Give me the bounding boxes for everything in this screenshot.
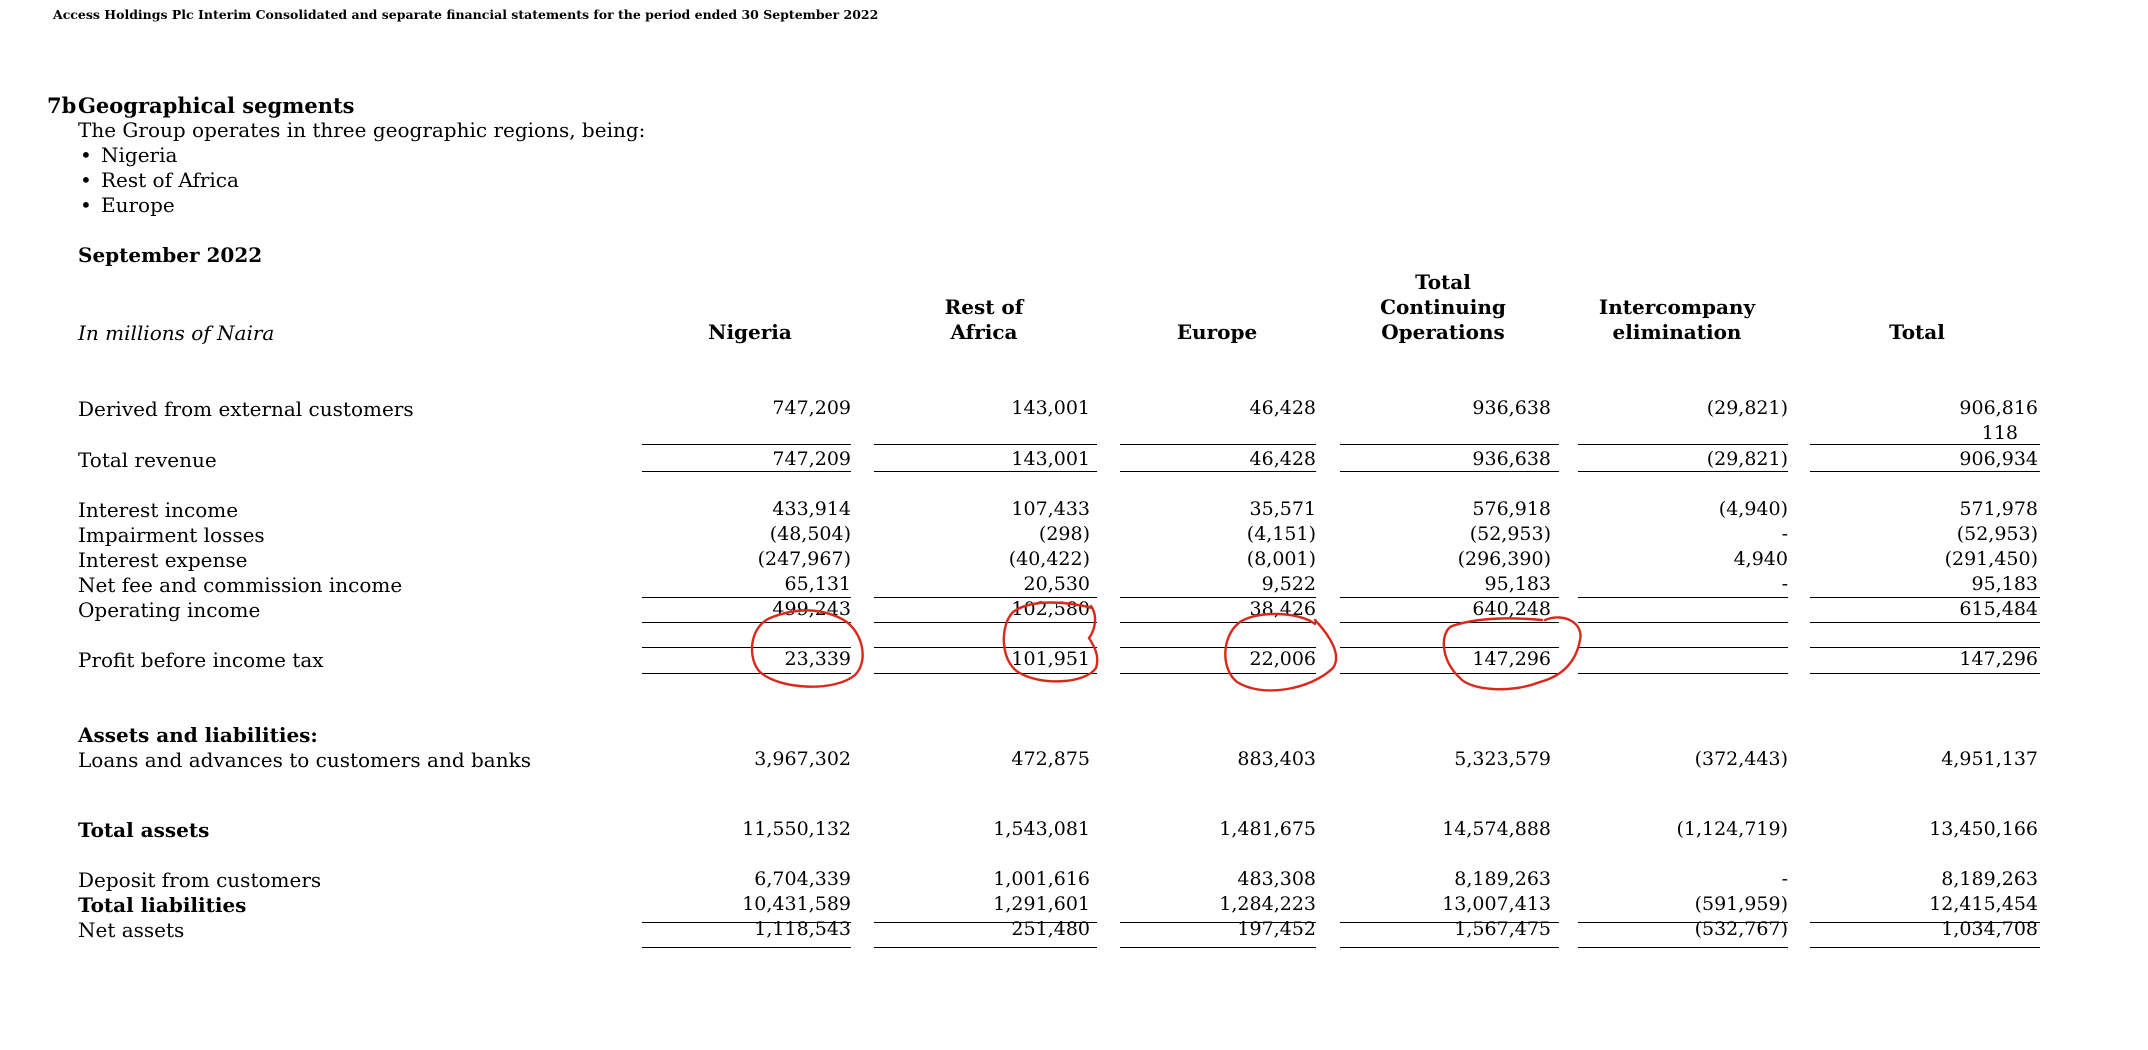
table-cell: 46,428 — [1249, 397, 1316, 419]
row-label: Profit before income tax — [78, 648, 324, 672]
table-cell: 6,704,339 — [754, 868, 851, 890]
table-cell: 197,452 — [1237, 918, 1316, 940]
table-cell: 9,522 — [1261, 573, 1316, 595]
table-cell: 1,034,708 — [1941, 918, 2038, 940]
table-cell: 906,816 — [1959, 397, 2038, 419]
table-cell: 65,131 — [784, 573, 851, 595]
bullet-label: Europe — [101, 193, 175, 217]
table-cell: (247,967) — [757, 548, 851, 570]
table-cell: 1,543,081 — [993, 818, 1090, 840]
table-cell: (4,940) — [1718, 498, 1788, 520]
table-cell: 95,183 — [1971, 573, 2038, 595]
table-cell: 499,243 — [772, 598, 851, 620]
table-cell: 11,550,132 — [742, 818, 851, 840]
table-cell: 147,296 — [1472, 648, 1551, 670]
row-label: Interest expense — [78, 548, 248, 572]
table-cell: (296,390) — [1457, 548, 1551, 570]
table-cell: 1,291,601 — [993, 893, 1090, 915]
table-cell: (48,504) — [769, 523, 851, 545]
annotation-circle — [752, 610, 863, 686]
section-subheading: Assets and liabilities: — [78, 723, 318, 747]
table-cell: 143,001 — [1011, 448, 1090, 470]
table-cell: 147,296 — [1959, 648, 2038, 670]
table-cell: 8,189,263 — [1941, 868, 2038, 890]
table-cell: 251,480 — [1011, 918, 1090, 940]
row-label: Impairment losses — [78, 523, 265, 547]
row-label: Derived from external customers — [78, 397, 414, 421]
table-cell: (372,443) — [1694, 748, 1788, 770]
row-label: Total liabilities — [78, 893, 247, 917]
row-label: Interest income — [78, 498, 239, 522]
table-cell: 102,580 — [1011, 598, 1090, 620]
col-header-line: Total — [1415, 270, 1471, 294]
table-cell: (29,821) — [1706, 397, 1788, 419]
table-cell: 936,638 — [1472, 448, 1551, 470]
col-header-line: Europe — [1176, 320, 1258, 344]
bullet-label: Rest of Africa — [101, 168, 239, 192]
table-cell: (1,124,719) — [1676, 818, 1788, 840]
row-label: Total revenue — [78, 448, 217, 472]
table-cell: - — [1781, 868, 1788, 890]
col-header-line: Total — [1889, 320, 1945, 344]
bullet-label: Nigeria — [101, 143, 178, 167]
table-cell: 936,638 — [1472, 397, 1551, 419]
table-cell: 576,918 — [1472, 498, 1551, 520]
row-label: Net assets — [78, 918, 185, 942]
table-cell: 10,431,589 — [742, 893, 851, 915]
table-cell: (291,450) — [1944, 548, 2038, 570]
table-cell: 571,978 — [1959, 498, 2038, 520]
table-cell: (298) — [1038, 523, 1090, 545]
row-label: Operating income — [78, 598, 261, 622]
table-cell: 13,007,413 — [1442, 893, 1551, 915]
table-cell: 101,951 — [1011, 648, 1090, 670]
table-cell: (29,821) — [1706, 448, 1788, 470]
table-cell: 906,934 — [1959, 448, 2038, 470]
table-cell: 483,308 — [1237, 868, 1316, 890]
table-cell: (40,422) — [1008, 548, 1090, 570]
col-header-line: elimination — [1612, 320, 1742, 344]
table-cell: 615,484 — [1959, 598, 2038, 620]
document-header: Access Holdings Plc Interim Consolidated and separate financial statements for the period ended 30 September 2022 — [53, 7, 879, 22]
table-cell: 14,574,888 — [1442, 818, 1551, 840]
col-header-line: Africa — [950, 320, 1018, 344]
annotation-circle — [1444, 617, 1581, 689]
table-cell: 95,183 — [1484, 573, 1551, 595]
col-header-line: Intercompany — [1598, 295, 1756, 319]
section-number: 7b — [47, 93, 77, 118]
table-cell: 640,248 — [1472, 598, 1551, 620]
intro-text: The Group operates in three geographic regions, being: — [78, 118, 646, 142]
annotation-circle — [1225, 614, 1336, 690]
table-cell: (52,953) — [1956, 523, 2038, 545]
table-cell: 23,339 — [784, 648, 851, 670]
table-cell: 35,571 — [1249, 498, 1316, 520]
table-cell: 1,481,675 — [1219, 818, 1316, 840]
section-title: Geographical segments — [78, 93, 355, 118]
col-header-line: Continuing — [1380, 295, 1506, 319]
table-cell: (591,959) — [1694, 893, 1788, 915]
row-label: Deposit from customers — [78, 868, 322, 892]
table-cell: (532,767) — [1694, 918, 1788, 940]
table-cell: 4,940 — [1733, 548, 1788, 570]
col-header-line: Nigeria — [708, 320, 792, 344]
annotation-circle — [1004, 603, 1098, 682]
table-cell: 13,450,166 — [1929, 818, 2038, 840]
table-cell: 5,323,579 — [1454, 748, 1551, 770]
table-cell: 1,001,616 — [993, 868, 1090, 890]
col-header-line: Operations — [1381, 320, 1505, 344]
bullet-dot: • — [80, 193, 92, 217]
bullet-dot: • — [80, 143, 92, 167]
period-heading: September 2022 — [78, 243, 263, 267]
row-label: Total assets — [78, 818, 210, 842]
table-cell: 1,118,543 — [754, 918, 851, 940]
table-cell: (52,953) — [1469, 523, 1551, 545]
bullet-dot: • — [80, 168, 92, 192]
row-label: Net fee and commission income — [78, 573, 403, 597]
table-cell: - — [1781, 523, 1788, 545]
table-cell: 8,189,263 — [1454, 868, 1551, 890]
table-cell: 4,951,137 — [1941, 748, 2038, 770]
table-cell: 433,914 — [772, 498, 851, 520]
table-cell: 38,426 — [1249, 598, 1316, 620]
table-cell: - — [1781, 573, 1788, 595]
table-cell: 1,567,475 — [1454, 918, 1551, 940]
table-cell: 747,209 — [772, 397, 851, 419]
table-cell: 883,403 — [1237, 748, 1316, 770]
table-cell: 472,875 — [1011, 748, 1090, 770]
table-cell: (4,151) — [1246, 523, 1316, 545]
row-label: Loans and advances to customers and banks — [78, 748, 531, 772]
table-cell: 3,967,302 — [754, 748, 851, 770]
col-header-line: Rest of — [944, 295, 1024, 319]
table-cell: (8,001) — [1246, 548, 1316, 570]
table-cell: 46,428 — [1249, 448, 1316, 470]
table-cell: 20,530 — [1023, 573, 1090, 595]
units-label: In millions of Naira — [78, 321, 275, 345]
table-cell: 118 — [1981, 422, 2018, 444]
table-cell: 143,001 — [1011, 397, 1090, 419]
table-cell: 107,433 — [1011, 498, 1090, 520]
table-cell: 747,209 — [772, 448, 851, 470]
table-cell: 1,284,223 — [1219, 893, 1316, 915]
table-cell: 12,415,454 — [1929, 893, 2038, 915]
table-cell: 22,006 — [1249, 648, 1316, 670]
